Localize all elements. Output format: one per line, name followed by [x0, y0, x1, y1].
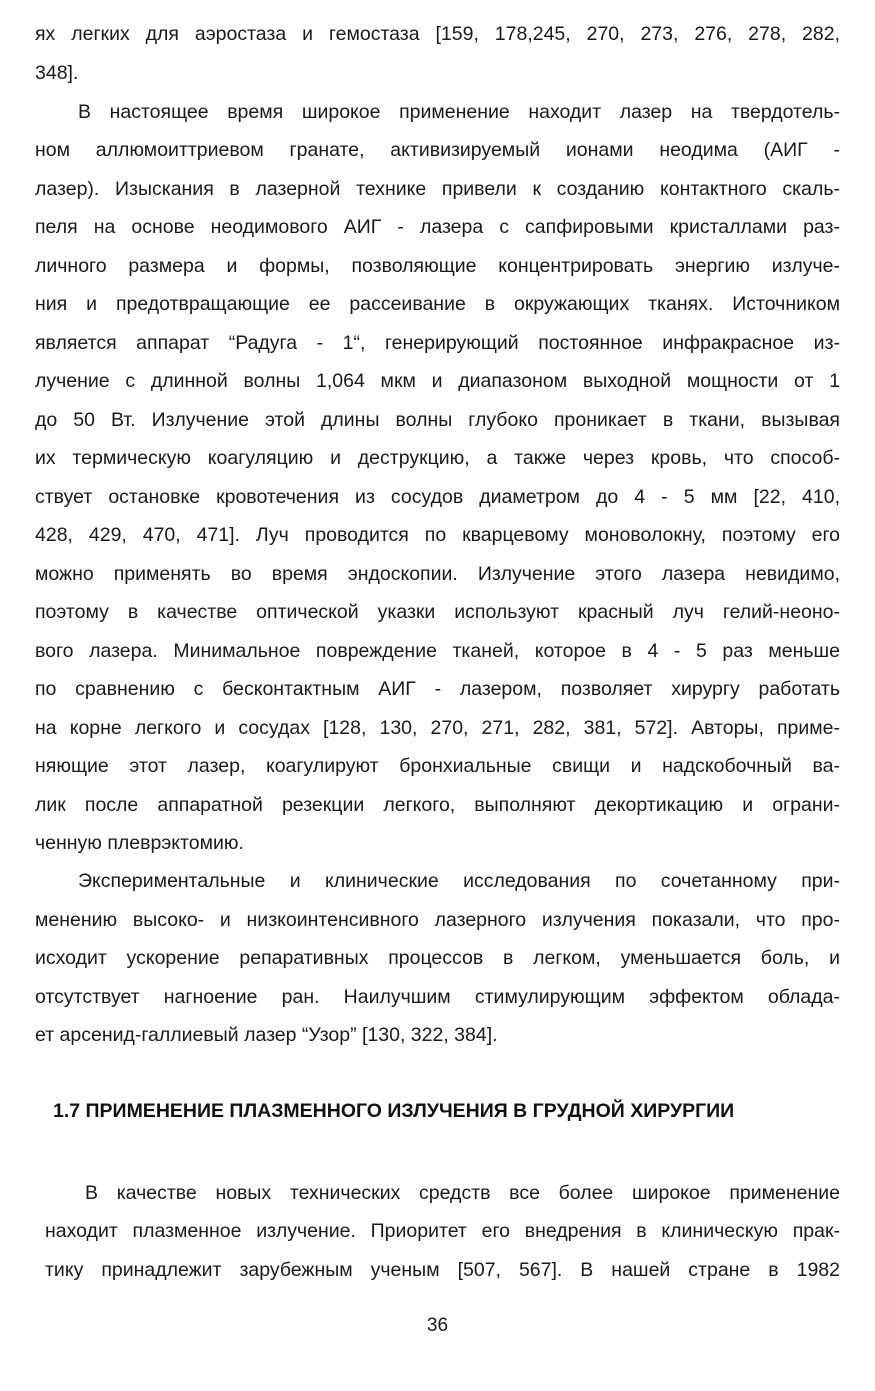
text-line: ном аллюмоиттриевом гранате, активизируемый ионами неодима (АИГ - [35, 139, 840, 161]
text-line: по сравнению с бесконтактным АИГ - лазером, позволяет хирургу работать [35, 678, 840, 700]
text-line: 428, 429, 470, 471]. Луч проводится по кварцевому моноволокну, поэтому его [35, 524, 840, 546]
text-line: пеля на основе неодимового АИГ - лазера с сапфировыми кристаллами раз- [35, 216, 840, 238]
text-line: лазер). Изыскания в лазерной технике привели к созданию контактного скаль- [35, 178, 840, 200]
text-line: тику принадлежит зарубежным ученым [507, 567]. В нашей стране в 1982 [45, 1259, 840, 1281]
text-line: ния и предотвращающие ее рассеивание в окружающих тканях. Источником [35, 293, 840, 315]
text-line: лучение с длинной волны 1,064 мкм и диапазоном выходной мощности от 1 [35, 370, 840, 392]
text-line: Экспериментальные и клинические исследования по сочетанному при- [78, 870, 840, 892]
text-line: на корне легкого и сосудах [128, 130, 270, 271, 282, 381, 572]. Авторы, приме- [35, 717, 840, 739]
text-line: исходит ускорение репаративных процессов в легком, уменьшается боль, и [35, 947, 840, 969]
text-line: В качестве новых технических средств все более широкое применение [85, 1182, 840, 1204]
text-line: В настоящее время широкое применение находит лазер на твердотель- [78, 101, 840, 123]
text-line: ствует остановке кровотечения из сосудов диаметром до 4 - 5 мм [22, 410, [35, 486, 840, 508]
text-line: ет арсенид-галлиевый лазер “Узор” [130, 322, 384]. [35, 1024, 498, 1046]
text-line: ях легких для аэростаза и гемостаза [159, 178,245, 270, 273, 276, 278, 282, [35, 23, 840, 45]
text-line: поэтому в качестве оптической указки используют красный луч гелий-неоно- [35, 601, 840, 623]
text-line: находит плазменное излучение. Приоритет его внедрения в клиническую прак- [45, 1220, 840, 1242]
text-line: няющие этот лазер, коагулируют бронхиальные свищи и надскобочный ва- [35, 755, 840, 777]
text-line: до 50 Вт. Излучение этой длины волны глубоко проникает в ткани, вызывая [35, 409, 840, 431]
text-line: ченную плеврэктомию. [35, 832, 244, 854]
text-line: личного размера и формы, позволяющие концентрировать энергию излуче- [35, 255, 840, 277]
text-line: можно применять во время эндоскопии. Излучение этого лазера невидимо, [35, 563, 840, 585]
text-line: вого лазера. Минимальное повреждение тканей, которое в 4 - 5 раз меньше [35, 640, 840, 662]
text-line: менению высоко- и низкоинтенсивного лазерного излучения показали, что про- [35, 909, 840, 931]
text-line: лик после аппаратной резекции легкого, выполняют декортикацию и ограни- [35, 794, 840, 816]
text-line: отсутствует нагноение ран. Наилучшим стимулирующим эффектом облада- [35, 986, 840, 1008]
page-number: 36 [426, 1315, 449, 1336]
section-heading: 1.7 ПРИМЕНЕНИЕ ПЛАЗМЕННОГО ИЗЛУЧЕНИЯ В ГРУДНОЙ ХИРУРГИИ [53, 1100, 735, 1122]
text-line: 348]. [35, 62, 79, 84]
text-line: является аппарат “Радуга - 1“, генерирующий постоянное инфракрасное из- [35, 332, 840, 354]
text-line: их термическую коагуляцию и деструкцию, а также через кровь, что способ- [35, 447, 840, 469]
